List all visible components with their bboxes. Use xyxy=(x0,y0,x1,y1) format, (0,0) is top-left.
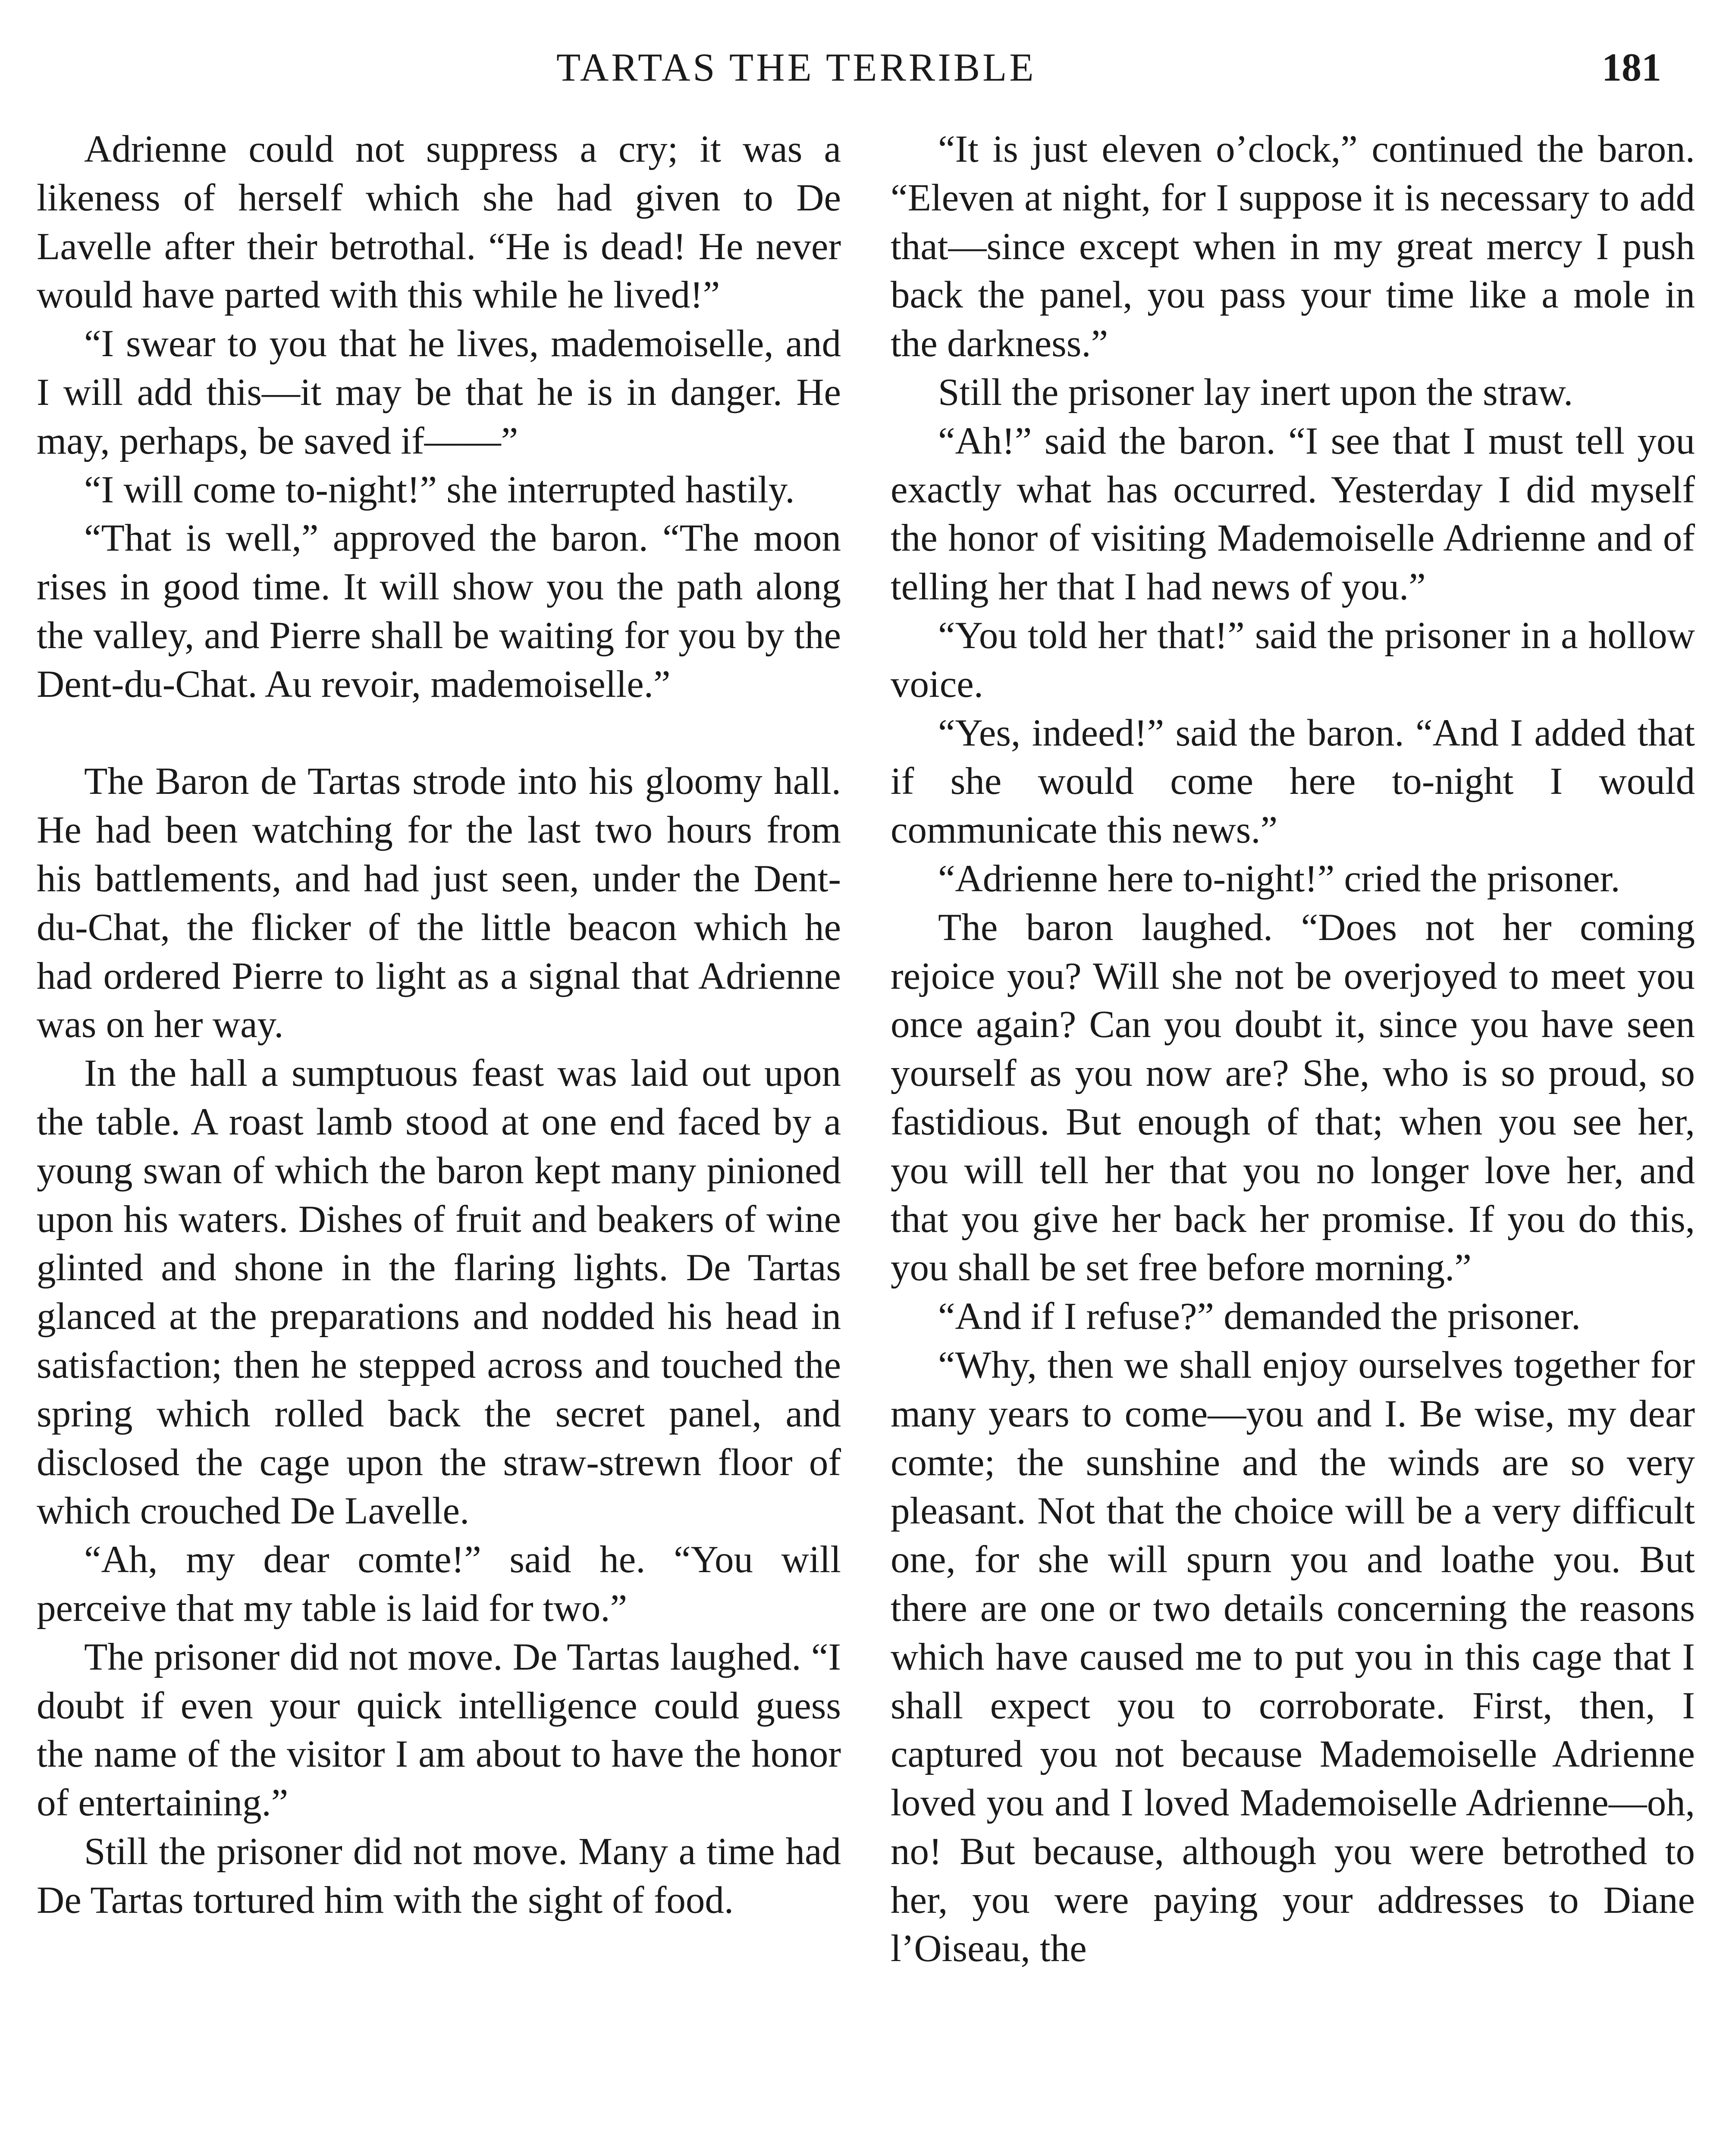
paragraph: “I will come to-night!” she interrupted hastily. xyxy=(84,468,795,511)
paragraph: Still the prisoner did not move. Many a time had De Tartas tortured him with the sight of food. xyxy=(37,1830,841,1921)
page-number: 181 xyxy=(1602,45,1661,89)
text-column-left xyxy=(37,125,841,1924)
paragraph: The prisoner did not move. De Tartas laughed. “I doubt if even your quick intelligence could guess the name of the visitor I am about to have the honor of entertaining.” xyxy=(37,1636,841,1824)
paragraph: “It is just eleven o’clock,” continued the baron. “Eleven at night, for I suppose it is necessary to add that—since except when in my great mercy I push back the panel, you pass your time like a mole in the darkness.” xyxy=(891,128,1695,365)
paragraph: Still the prisoner lay inert upon the straw. xyxy=(938,371,1573,414)
paragraph: The Baron de Tartas strode into his gloomy hall. He had been watching for the last two hours from his battlements, and had just seen, under the Dent-du-Chat, the flicker of the little beacon which he had ordered Pierre to light as a signal that Adrienne was on her way. xyxy=(37,760,841,1046)
paragraph: In the hall a sumptuous feast was laid out upon the table. A roast lamb stood at one end faced by a young swan of which the baron kept many pinioned upon his waters. Dishes of fruit and beakers of wine glinted and shone in the flaring lights. De Tartas glanced at the preparations and nodded his head in satisfaction; then he stepped across and touched the spring which rolled back the secret panel, and disclosed the cage upon the straw-strewn floor of which crouched De Lavelle. xyxy=(37,1052,841,1532)
paragraph: Adrienne could not suppress a cry; it was a likeness of herself which she had given to De Lavelle after their betrothal. “He is dead! He never would have parted with this while he lived!” xyxy=(37,128,841,317)
paragraph: The baron laughed. “Does not her coming rejoice you? Will she not be overjoyed to meet you once again? Can you doubt it, since you have seen yourself as you now are? She, who is so proud, so fastidious. But enough of that; when you see her, you will tell her that you no longer love her, and that you give her back her promise. If you do this, you shall be set free before morning.” xyxy=(891,906,1695,1289)
text-column-right xyxy=(891,125,1695,1973)
paragraph: “I swear to you that he lives, mademoiselle, and I will add this—it may be that he is in danger. He may, perhaps, be saved if——” xyxy=(37,323,841,462)
running-title: TARTAS THE TERRIBLE xyxy=(556,45,1036,89)
running-head xyxy=(0,37,1726,97)
paragraph: “Yes, indeed!” said the baron. “And I added that if she would come here to-night I would communicate this news.” xyxy=(891,711,1695,852)
paragraph: “Why, then we shall enjoy ourselves together for many years to come—you and I. Be wise, my dear comte; the sunshine and the winds are so very pleasant. Not that the choice will be a very difficult one, for she will spurn you and loathe you. But there are one or two details concerning the reasons which have caused me to put you in this cage that I shall expect you to corroborate. First, then, I captured you not because Mademoiselle Adrienne loved you and I loved Mademoiselle Adrienne—oh, no! But because, although you were betrothed to her, you were paying your addresses to Diane l’Oiseau, the xyxy=(891,1344,1695,1970)
paragraph: “You told her that!” said the prisoner in a hollow voice. xyxy=(891,614,1695,705)
paragraph: “Ah, my dear comte!” said he. “You will perceive that my table is laid for two.” xyxy=(37,1539,841,1630)
paragraph: “Adrienne here to-night!” cried the prisoner. xyxy=(938,857,1620,900)
paragraph: “And if I refuse?” demanded the prisoner. xyxy=(938,1295,1581,1338)
paragraph: “That is well,” approved the baron. “The moon rises in good time. It will show you the path along the valley, and Pierre shall be waiting for you by the Dent-du-Chat. Au revoir, mademoiselle.” xyxy=(37,517,841,705)
paragraph: “Ah!” said the baron. “I see that I must tell you exactly what has occurred. Yesterday I did myself the honor of visiting Mademoiselle Adrienne and of telling her that I had news of you.” xyxy=(891,420,1695,608)
